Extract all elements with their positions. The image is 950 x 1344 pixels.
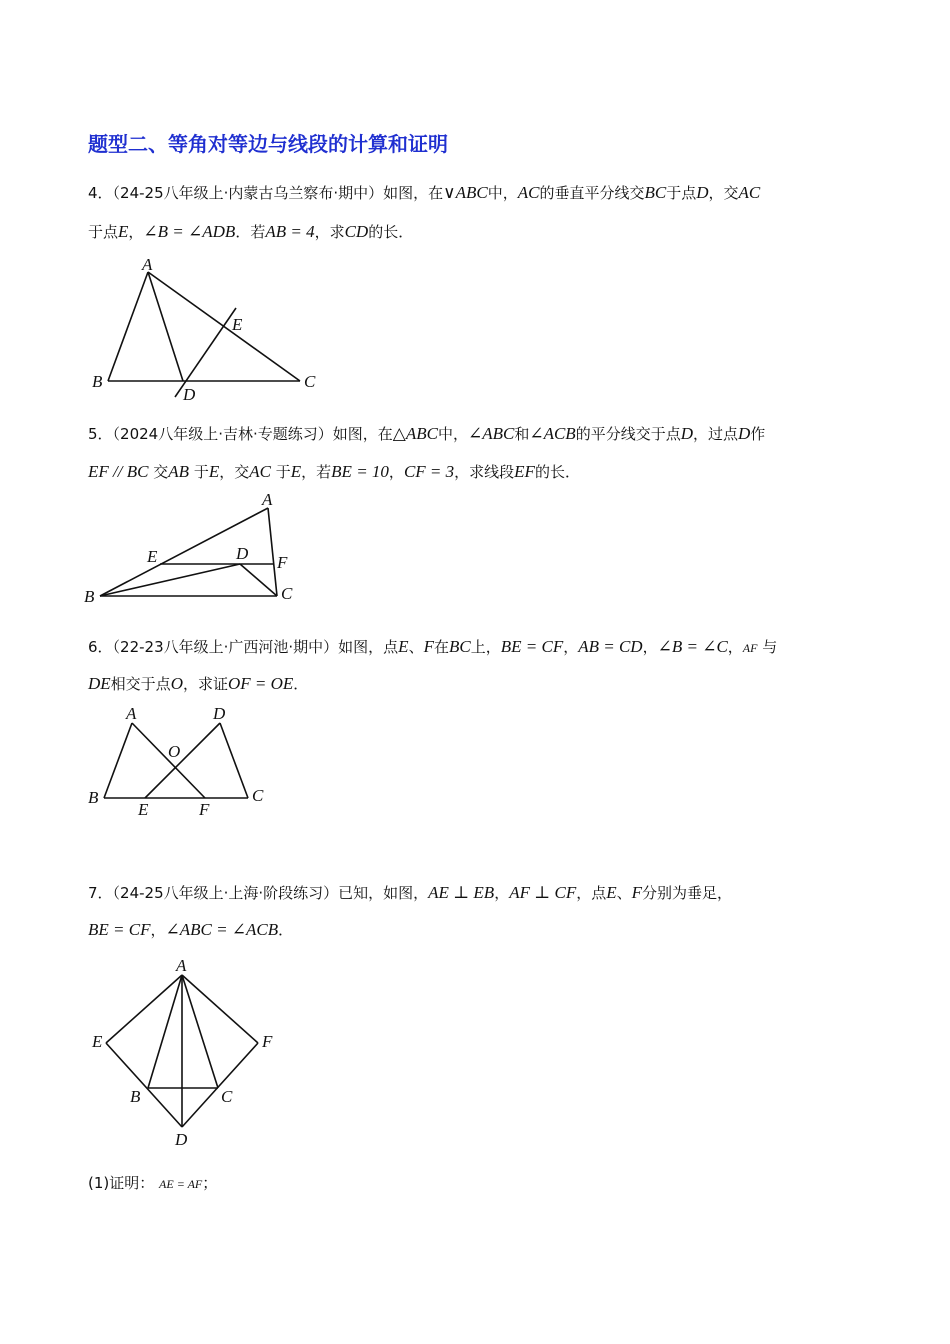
- q5-triangle: △ABC: [392, 424, 438, 443]
- q7-label-b: B: [130, 1087, 141, 1106]
- q5-math: E: [208, 462, 220, 481]
- q5-text: 的长．: [534, 463, 580, 481]
- q7-label-d: D: [175, 1130, 188, 1149]
- q5-math: BE = 10: [331, 462, 389, 481]
- q5-number: 5．: [88, 425, 113, 443]
- q4-source: （24-25八年级上·内蒙古乌兰察布·期中）如图，在: [112, 184, 444, 202]
- q4-label-c: C: [304, 372, 316, 391]
- q6-source: （22-23八年级上·广西河池·期中）如图，点: [112, 638, 399, 656]
- q5-text: ，交: [219, 463, 250, 481]
- q4-label-b: B: [92, 372, 103, 391]
- q6-text: ．: [293, 675, 309, 693]
- q6-label-c: C: [252, 786, 264, 805]
- q6-text: 相交于点: [110, 675, 171, 693]
- q7-label-f: F: [262, 1032, 273, 1051]
- q7-math: AF ⊥ CF: [509, 883, 577, 902]
- q5-text: 的平分线交于点: [575, 425, 681, 443]
- q4-label-e: E: [232, 315, 243, 334]
- q6-math: OF = OE: [227, 674, 294, 693]
- q6-label-o: O: [168, 742, 181, 761]
- q6-text: 在: [433, 638, 449, 656]
- q4-text: ，交: [708, 184, 739, 202]
- q6-label-e: E: [138, 800, 149, 819]
- q7-math: BE = CF: [88, 920, 151, 939]
- q5-text: ，: [388, 463, 404, 481]
- q7-math: AE ⊥ EB: [428, 883, 495, 902]
- q7-number: 7．: [88, 884, 113, 902]
- q6-label-f: F: [199, 800, 210, 819]
- q7-source: （24-25八年级上·上海·阶段练习）已知，如图，: [112, 884, 429, 902]
- q6-math: E: [398, 637, 409, 656]
- q4-math: ∠B = ∠ADB: [143, 222, 236, 241]
- q4-math: E: [118, 222, 129, 241]
- q7-text: 分别为垂足，: [642, 884, 733, 902]
- q5-source: （2024八年级上·吉林·专题练习）如图，在: [112, 425, 393, 443]
- q5-math: D: [680, 424, 693, 443]
- q4-math: D: [696, 183, 709, 202]
- q7-math: F: [631, 883, 643, 902]
- q7-text: ，点: [576, 884, 607, 902]
- q4-text: ，求: [314, 223, 345, 241]
- q7-text: ．: [278, 921, 294, 939]
- q6-math: AF: [742, 641, 758, 655]
- q5-text: 于: [275, 463, 291, 481]
- q5-label-a: A: [262, 490, 273, 509]
- q6-math: O: [170, 674, 183, 693]
- q4-math: AC: [517, 183, 540, 202]
- q7-text: ，: [150, 921, 166, 939]
- q7-label-c: C: [221, 1087, 233, 1106]
- q5-text: 作: [750, 425, 766, 443]
- q6-text: 与: [762, 638, 778, 656]
- q7-text: ，: [494, 884, 510, 902]
- q5-math: EF // BC: [88, 462, 149, 481]
- q7-label-a: A: [176, 956, 187, 975]
- q4-text: 中，: [487, 184, 518, 202]
- q5-text: 中，: [437, 425, 468, 443]
- q6-math: BE = CF: [500, 637, 564, 656]
- q7-math: ∠ABC = ∠ACB: [165, 920, 279, 939]
- q5-math: AB: [168, 462, 190, 481]
- q6-text: ，: [642, 638, 658, 656]
- q6-text: ，求证: [182, 675, 228, 693]
- q7-text: 、: [616, 884, 632, 902]
- q5-math: ∠ABC: [467, 424, 515, 443]
- q5-math: AC: [249, 462, 271, 481]
- q5-text: 和: [514, 425, 530, 443]
- q4-text: 于点: [666, 184, 697, 202]
- q4-math: BC: [644, 183, 667, 202]
- q5-math: CF = 3: [403, 462, 455, 481]
- q5-text: 交: [153, 463, 169, 481]
- q6-label-d: D: [213, 704, 226, 723]
- q6-text: ，: [563, 638, 579, 656]
- q5-math: ∠ACB: [529, 424, 576, 443]
- q6-math: F: [423, 637, 434, 656]
- q7-sub1-end: ；: [202, 1174, 218, 1192]
- q4-text: 于点: [88, 223, 119, 241]
- q7-sub1: [88, 1172, 217, 1193]
- q4-triangle: ∨ABC: [443, 183, 488, 202]
- q5-label-c: C: [281, 584, 293, 603]
- q7-sub1-expr: AE = AF: [159, 1177, 203, 1191]
- q5-label-e: E: [147, 547, 158, 566]
- q4-math: AB = 4: [265, 222, 315, 241]
- q5-text: ，若: [301, 463, 332, 481]
- section-heading: 题型二、等角对等边与线段的计算和证明: [88, 132, 448, 156]
- q6-label-b: B: [88, 788, 99, 807]
- q4-math: AC: [738, 183, 761, 202]
- q7-sub1-label: (1)证明：: [88, 1174, 155, 1192]
- q5-text: ，过点: [693, 425, 739, 443]
- q6-math: DE: [88, 674, 111, 693]
- q5-label-b: B: [84, 587, 95, 606]
- q7-math: E: [606, 883, 617, 902]
- q6-text: 、: [408, 638, 424, 656]
- q6-math: BC: [448, 637, 471, 656]
- q6-math: ∠B = ∠C: [657, 637, 728, 656]
- q6-math: AB = CD: [578, 637, 643, 656]
- q4-math: CD: [344, 222, 369, 241]
- q5-text: 于: [193, 463, 209, 481]
- q4-label-a: A: [142, 255, 153, 274]
- q4-text: 的长．: [368, 223, 414, 241]
- q6-label-a: A: [126, 704, 137, 723]
- q4-text: ．若: [235, 223, 266, 241]
- q5-math: EF: [514, 462, 535, 481]
- q4-text: 的垂直平分线交: [539, 184, 645, 202]
- q4-text: ，: [128, 223, 144, 241]
- q4-label-d: D: [183, 385, 196, 404]
- q6-text: ，: [727, 638, 743, 656]
- q6-number: 6．: [88, 638, 113, 656]
- q5-label-d: D: [236, 544, 249, 563]
- q5-math: D: [738, 424, 751, 443]
- q7-label-e: E: [92, 1032, 103, 1051]
- q6-text: 上，: [470, 638, 501, 656]
- q5-text: ，求线段: [454, 463, 515, 481]
- q4-number: 4．: [88, 184, 113, 202]
- q5-math: E: [290, 462, 302, 481]
- q5-label-f: F: [277, 553, 288, 572]
